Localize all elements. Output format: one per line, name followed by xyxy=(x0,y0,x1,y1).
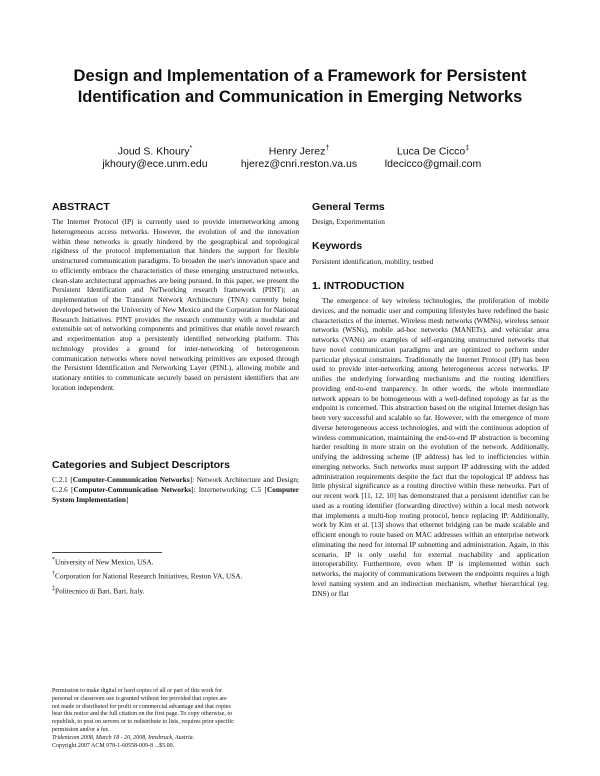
author-1 xyxy=(85,143,225,171)
categories-heading: Categories and Subject Descriptors xyxy=(52,459,230,471)
venue-line: Tridentcom 2008, March 18 - 20, 2008, Innsbruck, Austria. xyxy=(52,734,195,741)
abstract-text: The Internet Protocol (IP) is currently used to provide internetworking among heterogeneous access networks. However, the evolution of and the innovation within these networks is greatly hindered by the geographical and topological rigidness of the protocol implementation that hinders the support for flexible unstructured communication paradigms. To broaden the user's innovation space and to efficiently embrace the characteristics of these emerging unstructured networks, clean-slate architectural approaches are being pursued. In this paper, we present the Persistent Identification and NeTworking research framework (PINT); an implementation of the Transient Network Architecture (TNA) currently being developed between the University of New Mexico and the Corporation for National Research Initiatives. PINT provides the research community with a modular and extensible set of networking components and primitives that enable novel research and experimentation atop a persistently identified networking platform. This technology provides a ground for inter-networking of heterogeneous communication networks where novel networking primitives are exposed through the Persistent Identification and Networking Layer (PINL), allowing mobile and stationary entities to communicate securely based on persistent identifiers that are location independent. xyxy=(52,217,299,392)
permission-line: not made or distributed for profit or commercial advantage and that copies xyxy=(52,703,231,710)
footnote-mark: † xyxy=(52,571,56,578)
introduction-heading: 1. INTRODUCTION xyxy=(312,280,405,292)
categories-text xyxy=(52,475,299,504)
footnote xyxy=(52,556,299,567)
category-part: ]: Network Architecture and Design; C.2.6 [ xyxy=(52,475,299,494)
affiliation-mark: ‡ xyxy=(465,145,470,152)
category-part: ] xyxy=(125,494,129,504)
footnote-text: Corporation for National Research Initiatives, Reston VA, USA. xyxy=(55,571,243,581)
footnote-mark: * xyxy=(52,557,56,563)
footnote-mark: ‡ xyxy=(52,585,56,592)
category-part: Computer System Implementation xyxy=(52,484,299,504)
paper-title: Design and Implementation of a Framework for Persistent Identification and Communication in Emerging Networks xyxy=(73,67,527,106)
permission-notice xyxy=(52,688,299,750)
footnotes xyxy=(52,556,299,596)
author-name: Henry Jerez xyxy=(268,145,326,158)
category-part: C.2.1 [ xyxy=(52,475,73,484)
permission-line: bear this notice and the full citation on the first page. To copy otherwise, to xyxy=(52,711,233,718)
introduction-text: The emergence of key wireless technologies, the proliferation of mobile devices, and the nomadic user and computing lifestyles have redefined the basic characteristics of the internet. Wireless mesh networks (WMNs), wireless sensor networks (WSNs), mobile ad-hoc networks (MANETs), and vehicular area networks (VANs) are examples of self-organizing unstructured networks that have novel communication paradigms and are optimized to perform under particular physical constraints. Traditionally the Internet Protocol (IP) has been used to provide inter-networking among heterogeneous access networks. IP unifies the underlying forwarding mechanisms and the routing identifiers providing end-to-end tranparency. In other words, the whole intermediate network appears to be homogeneous with a well-defined topology as far as the endpoint is concerned. This abstraction based on the original Internet design has been very successful and scalable so far. However, with the emergence of more diverse heterogeneous access technologies, and with the continuous adoption of wireless communication, maintaining the end-to-end IP abstraction is becoming harder resulting in more strain on the evolution of the network. Additionally, unifying the addressing scheme (IP address) has led to inefficiencies within emerging networks. Such networks must support IP addressing with the added administration requirements despite the fact that the topological IP address has little physical significance as a routing directive within these networks. Part of our recent work [11, 12, 10] has demonstrated that a persistent identifier can be used as a routing identifier (forwarding directive) within a local mesh network that implements a multi-hop routing protocol, hence replacing IP. Additionally, work by Kim et al. [13] shows that ethernet bridging can be made scalable and efficient enough to route based on MAC addresses within an enterprise network eliminating the need for internal IP subnetting and administration. Again, in this scenario, IP is only useful for external reachability and application interoperability. Furthermore, even when IP is implemented within such networks, the majority of communications between the endpoints requires a high level naming system and an indirection mechanism, whether hierarchical (eg. DNS) or flat xyxy=(312,296,549,598)
author-email: ldecicco@gmail.com xyxy=(384,158,482,170)
permission-line: Permission to make digital or hard copies of all or part of this work for xyxy=(52,688,222,694)
general-terms-text: Design, Experimentation xyxy=(312,217,385,226)
author-name: Luca De Cicco xyxy=(396,145,466,158)
footnote-text: University of New Mexico, USA. xyxy=(55,557,154,567)
author-2 xyxy=(236,143,362,171)
general-terms-heading: General Terms xyxy=(312,201,385,213)
footnote xyxy=(52,570,299,581)
footnote-rule xyxy=(52,552,162,553)
affiliation-mark: * xyxy=(189,145,193,152)
affiliation-mark: † xyxy=(325,145,330,152)
copyright-line: Copyright 2007 ACM 978-1-60558-009-8 ...$5.00. xyxy=(52,742,175,749)
abstract-heading: ABSTRACT xyxy=(52,201,110,213)
category-part: Computer-Communication Networks xyxy=(73,484,192,494)
permission-line: personal or classroom use is granted without fee provided that copies are xyxy=(52,695,227,702)
category-part: Computer-Communication Networks xyxy=(72,475,190,484)
author-3 xyxy=(368,143,498,171)
keywords-heading: Keywords xyxy=(312,240,363,252)
footnote-text: Politecnico di Bari, Bari, Italy. xyxy=(55,586,145,596)
category-part: ]: Internetworking; C.5 [ xyxy=(191,484,267,494)
keywords-text: Persistent identification, mobility, testbed xyxy=(312,257,434,266)
permission-line: permission and/or a fee. xyxy=(52,726,110,733)
author-email: hjerez@cnri.reston.va.us xyxy=(240,158,358,170)
author-email: jkhoury@ece.unm.edu xyxy=(102,158,208,170)
footnote xyxy=(52,585,299,596)
author-name: Joud S. Khoury xyxy=(117,145,190,158)
permission-line: republish, to post on servers or to redistribute to lists, requires prior specific xyxy=(52,719,234,726)
